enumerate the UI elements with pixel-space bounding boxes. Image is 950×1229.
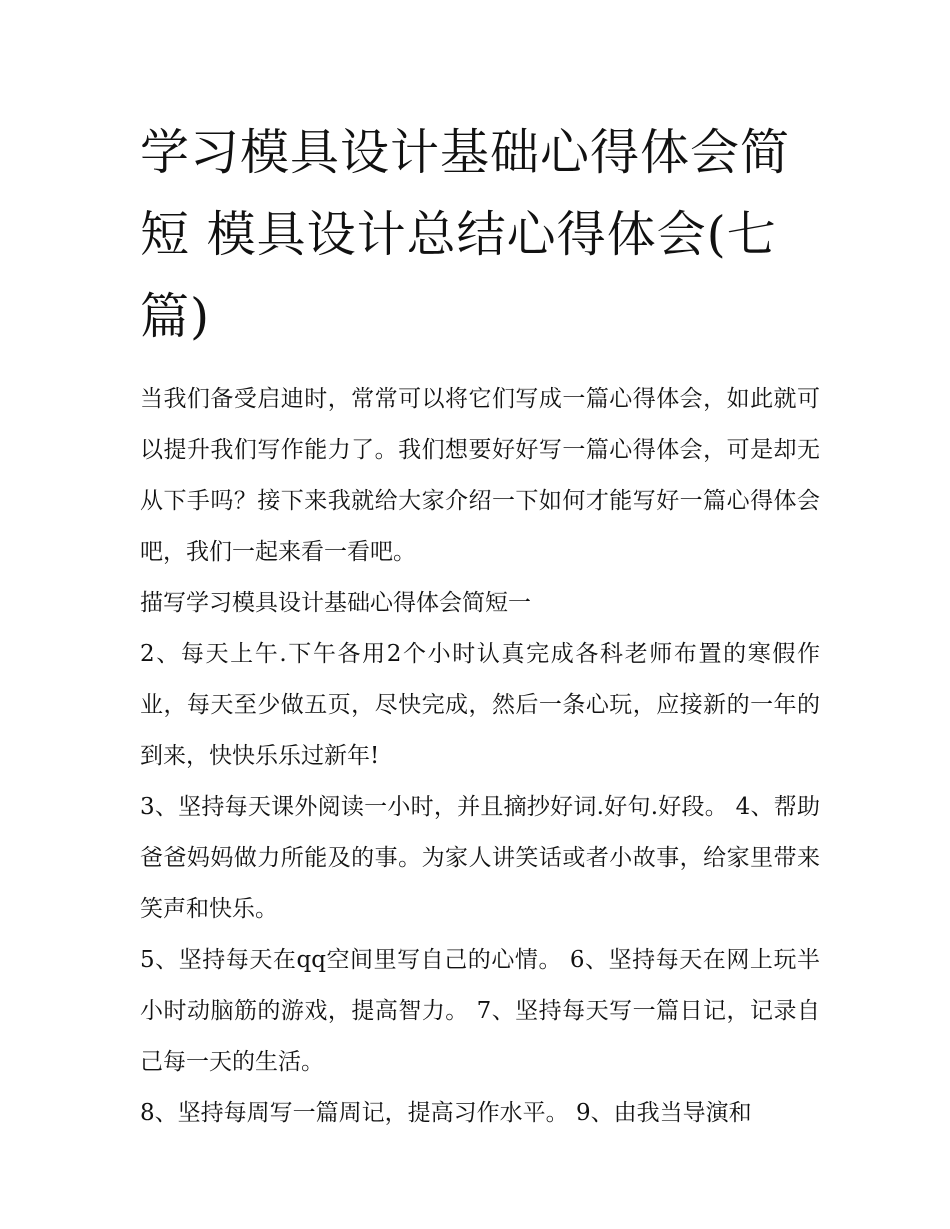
document-page [140,112,820,1139]
list-item-2: 2、每天上午.下午各用2个小时认真完成各科老师布置的寒假作业，每天至少做五页，尽快完成，然后一条心玩，应接新的一年的到来，快快乐乐过新年! [140,641,820,769]
list-item-8-9: 8、坚持每周写一篇周记，提高习作水平。 9、由我当导演和 [140,1100,752,1126]
document-title: 学习模具设计基础心得体会简短 模具设计总结心得体会(七篇) [140,124,791,345]
list-item-5-7: 5、坚持每天在qq空间里写自己的心情。 6、坚持每天在网上玩半小时动脑筋的游戏，提高智力。 7、坚持每天写一篇日记，记录自己每一天的生活。 [140,947,820,1075]
intro-paragraph: 当我们备受启迪时，常常可以将它们写成一篇心得体会，如此就可以提升我们写作能力了。我们想要好好写一篇心得体会，可是却无从下手吗？接下来我就给大家介绍一下如何才能写好一篇心得体会吧，我们一起来看一看吧。 [140,386,820,565]
list-item-3-4: 3、坚持每天课外阅读一小时，并且摘抄好词.好句.好段。 4、帮助爸爸妈妈做力所能及的事。为家人讲笑话或者小故事，给家里带来笑声和快乐。 [140,794,820,922]
section-heading: 描写学习模具设计基础心得体会简短一 [140,590,531,616]
